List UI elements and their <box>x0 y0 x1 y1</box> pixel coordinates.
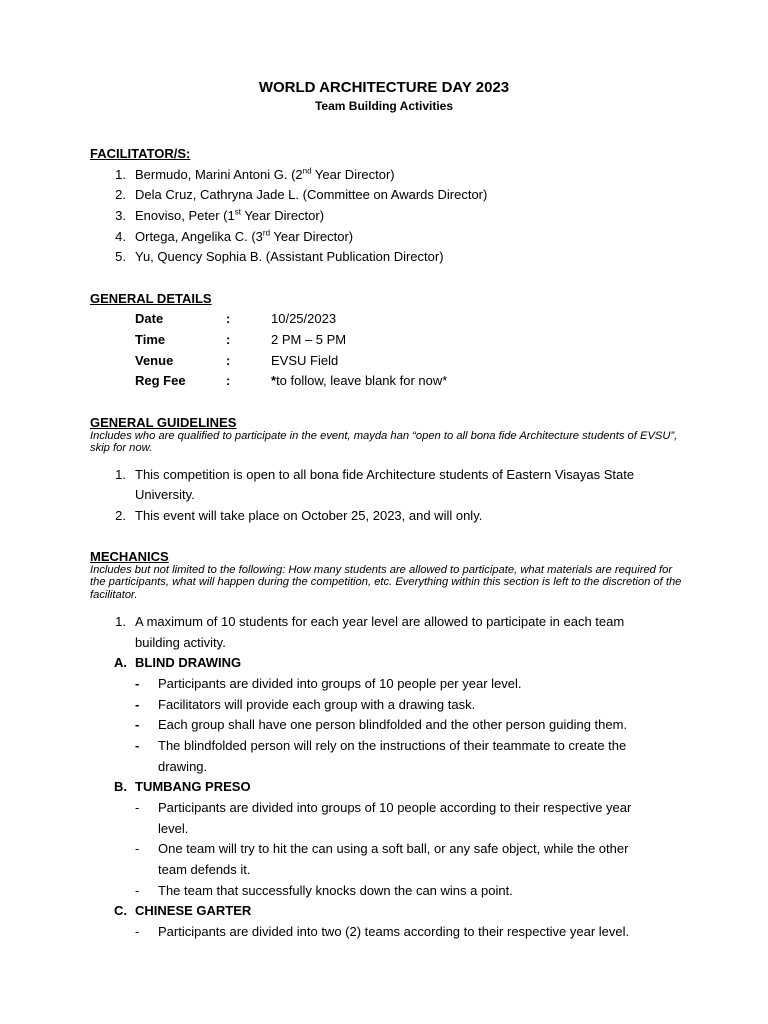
guideline-line: University. <box>135 487 195 502</box>
list-number: 2. <box>115 508 126 523</box>
bullet-dash: - <box>135 738 140 753</box>
bullet-line: Participants are divided into groups of 10 people according to their respective year <box>158 800 632 815</box>
bullet-line: drawing. <box>158 759 208 774</box>
facilitator-item: Ortega, Angelika C. (3rd Year Director) <box>135 228 354 244</box>
bullet-line: One team will try to hit the can using a soft ball, or any safe object, while the other <box>158 841 629 856</box>
mechanics-note: Includes but not limited to the following: How many students are allowed to participate, what materials are required for the participants, what will happen during the competition, etc. Everything within this section is left to the discretion of the facilitator. <box>90 564 682 601</box>
activity-letter: C. <box>114 903 127 918</box>
bullet-dash: - <box>135 800 140 815</box>
guidelines-heading: GENERAL GUIDELINES <box>90 415 237 430</box>
bullet-line: Each group shall have one person blindfolded and the other person guiding them. <box>158 717 628 732</box>
guideline-line: This competition is open to all bona fide Architecture students of Eastern Visayas State <box>135 467 635 482</box>
facilitator-item: Yu, Quency Sophia B. (Assistant Publication Director) <box>135 249 444 264</box>
bullet-dash: - <box>135 883 140 898</box>
list-number: 5. <box>115 249 126 264</box>
bullet-line: The team that successfully knocks down the can wins a point. <box>158 883 513 898</box>
activity-name: CHINESE GARTER <box>135 903 252 918</box>
facilitator-item: Bermudo, Marini Antoni G. (2nd Year Director) <box>135 166 395 182</box>
list-number: 2. <box>115 187 126 202</box>
document-subtitle: Team Building Activities <box>314 99 454 113</box>
document-title: WORLD ARCHITECTURE DAY 2023 <box>258 79 510 96</box>
mechanics-line: A maximum of 10 students for each year level are allowed to participate in each team <box>135 614 625 629</box>
bullet-dash: - <box>135 697 140 712</box>
activity-name: TUMBANG PRESO <box>135 779 251 794</box>
activity-name: BLIND DRAWING <box>135 655 242 670</box>
detail-colon: : <box>226 311 231 326</box>
mechanics-line: building activity. <box>135 635 226 650</box>
bullet-line: Participants are divided into groups of 10 people per year level. <box>158 676 522 691</box>
bullet-line: Facilitators will provide each group with a drawing task. <box>158 697 476 712</box>
facilitator-item: Dela Cruz, Cathryna Jade L. (Committee on Awards Director) <box>135 187 488 202</box>
bullet-dash: - <box>135 924 140 939</box>
bullet-dash: - <box>135 717 140 732</box>
bullet-line: Participants are divided into two (2) teams according to their respective year level. <box>158 924 630 939</box>
facilitators-heading: FACILITATOR/S: <box>90 146 191 161</box>
guideline-line: This event will take place on October 25, 2023, and will only. <box>135 508 483 523</box>
bullet-line: The blindfolded person will rely on the instructions of their teammate to create the <box>158 738 627 753</box>
detail-colon: : <box>226 373 231 388</box>
detail-value-venue: EVSU Field <box>271 353 339 368</box>
detail-value-reg-fee: *to follow, leave blank for now* <box>271 373 448 388</box>
detail-label-reg-fee: Reg Fee <box>135 373 186 388</box>
list-number: 3. <box>115 208 126 223</box>
bullet-line: level. <box>158 821 189 836</box>
list-number: 1. <box>115 167 126 182</box>
activity-letter: B. <box>114 779 127 794</box>
guidelines-note: Includes who are qualified to participate in the event, mayda han “open to all bona fide Architecture students of EVSU”, skip for now. <box>90 430 678 455</box>
bullet-dash: - <box>135 676 140 691</box>
bullet-dash: - <box>135 841 140 856</box>
list-number: 4. <box>115 229 126 244</box>
bullet-line: team defends it. <box>158 862 251 877</box>
detail-value-date: 10/25/2023 <box>271 311 337 326</box>
detail-label-venue: Venue <box>135 353 174 368</box>
detail-colon: : <box>226 353 231 368</box>
activity-letter: A. <box>114 655 127 670</box>
detail-colon: : <box>226 332 231 347</box>
detail-value-time: 2 PM – 5 PM <box>271 332 347 347</box>
list-number: 1. <box>115 614 126 629</box>
facilitator-item: Enoviso, Peter (1st Year Director) <box>135 207 325 223</box>
general-details-heading: GENERAL DETAILS <box>90 291 212 306</box>
mechanics-heading: MECHANICS <box>90 549 169 564</box>
detail-label-date: Date <box>135 311 164 326</box>
detail-label-time: Time <box>135 332 166 347</box>
list-number: 1. <box>115 467 126 482</box>
